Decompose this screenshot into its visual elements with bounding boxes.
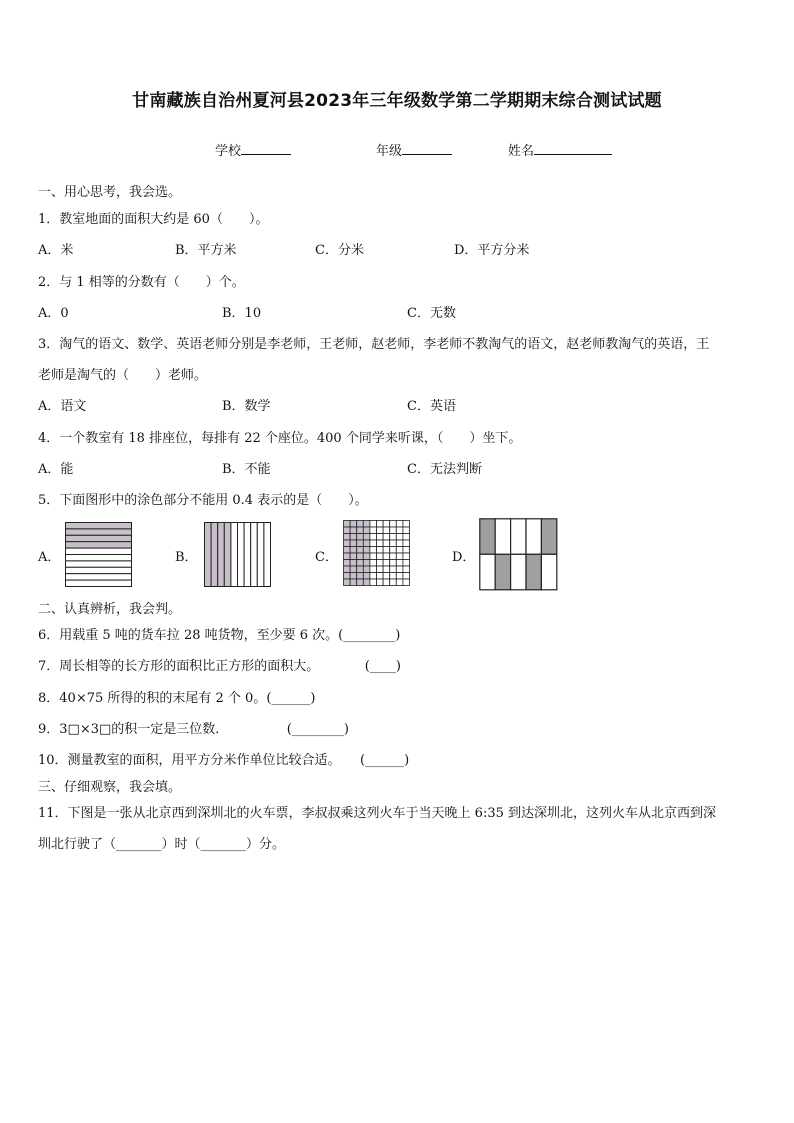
cell-c: [344, 579, 351, 586]
cell-c: [350, 566, 357, 573]
cell-c: [377, 534, 384, 541]
cell-c: [344, 540, 351, 547]
cell-c: [350, 553, 357, 560]
q3-option-c: C．英语: [407, 399, 456, 414]
cell-c: [396, 547, 403, 554]
q3-option-a: A．语文: [38, 399, 87, 414]
cell-c: [363, 547, 370, 554]
cell-c: [344, 566, 351, 573]
cell-c: [377, 527, 384, 534]
cell-d: [495, 519, 510, 555]
cell-c: [383, 521, 390, 528]
strip-a: [66, 574, 132, 580]
cell-c: [370, 573, 377, 580]
cell-c: [390, 579, 397, 586]
cell-c: [344, 521, 351, 528]
cell-c: [344, 560, 351, 567]
cell-c: [396, 579, 403, 586]
strip-a: [66, 548, 132, 554]
question-8: 8．40×75 所得的积的末尾有 2 个 0。(______): [38, 691, 316, 706]
cell-c: [403, 540, 410, 547]
cell-c: [390, 521, 397, 528]
cell-c: [383, 553, 390, 560]
cell-d: [541, 519, 556, 555]
cell-c: [363, 521, 370, 528]
grade-field: [376, 140, 452, 159]
cell-c: [344, 534, 351, 541]
strip-a: [66, 529, 132, 535]
cell-c: [403, 560, 410, 567]
question-6: 6．用载重 5 吨的货车拉 28 吨货物，至少要 6 次。(________): [38, 628, 401, 643]
cell-c: [377, 553, 384, 560]
cell-c: [363, 540, 370, 547]
cell-c: [396, 553, 403, 560]
cell-c: [357, 534, 364, 541]
question-1: 1．教室地面的面积大约是 60（ ）。: [38, 212, 269, 227]
cell-c: [363, 527, 370, 534]
cell-c: [357, 527, 364, 534]
q1-option-d: D．平方分米: [454, 243, 530, 258]
cell-c: [403, 527, 410, 534]
cell-c: [363, 534, 370, 541]
cell-c: [350, 527, 357, 534]
question-3-line-1: 3．淘气的语文、数学、英语老师分别是李老师，王老师，赵老师，李老师不教淘气的语文，赵老师教淘气的英语，王: [38, 337, 710, 352]
fraction-figure-d: [479, 518, 558, 591]
strip-b: [211, 523, 218, 587]
strip-a: [66, 542, 132, 548]
cell-c: [357, 547, 364, 554]
school-blank: [241, 141, 291, 155]
cell-c: [403, 566, 410, 573]
cell-c: [350, 547, 357, 554]
cell-c: [357, 521, 364, 528]
cell-c: [370, 527, 377, 534]
question-9: 9．3□×3□的积一定是三位数． (________): [38, 722, 349, 737]
q1-option-b: B．平方米: [175, 243, 237, 258]
q4-option-c: C．无法判断: [407, 462, 482, 477]
page-title: 甘南藏族自治州夏河县2023年三年级数学第二学期期末综合测试试题: [132, 91, 662, 111]
school-field: [215, 140, 291, 159]
cell-c: [403, 553, 410, 560]
cell-c: [383, 540, 390, 547]
cell-c: [390, 547, 397, 554]
cell-c: [350, 573, 357, 580]
grade-blank: [402, 141, 452, 155]
fraction-figure-a: [65, 522, 132, 588]
cell-c: [344, 553, 351, 560]
cell-d: [541, 554, 556, 590]
cell-c: [383, 527, 390, 534]
q2-option-b: B．10: [222, 306, 262, 321]
cell-c: [383, 560, 390, 567]
cell-c: [377, 521, 384, 528]
cell-c: [363, 566, 370, 573]
strip-b: [264, 523, 271, 587]
cell-c: [377, 566, 384, 573]
section-1-heading: 一、用心思考，我会选。: [38, 185, 182, 200]
cell-c: [396, 566, 403, 573]
cell-d: [526, 519, 541, 555]
question-11-line-1: 11．下图是一张从北京西到深圳北的火车票，李叔叔乘这列火车于当天晚上 6:35 到达深圳北，这列火车从北京西到深: [38, 806, 717, 821]
strip-a: [66, 523, 132, 529]
name-label: 姓名: [508, 144, 535, 159]
cell-c: [403, 547, 410, 554]
name-field: [508, 140, 612, 159]
question-4: 4．一个教室有 18 排座位，每排有 22 个座位。400 个同学来听课，（ ）坐下。: [38, 431, 522, 446]
cell-c: [396, 540, 403, 547]
cell-c: [377, 540, 384, 547]
cell-c: [357, 553, 364, 560]
fraction-figure-b: [204, 522, 271, 588]
cell-c: [344, 547, 351, 554]
cell-c: [344, 573, 351, 580]
strip-b: [257, 523, 264, 587]
cell-c: [390, 553, 397, 560]
cell-c: [377, 547, 384, 554]
cell-c: [390, 534, 397, 541]
cell-c: [396, 521, 403, 528]
cell-c: [363, 573, 370, 580]
q3-option-b: B．数学: [222, 399, 271, 414]
cell-c: [363, 579, 370, 586]
cell-c: [344, 527, 351, 534]
strip-a: [66, 555, 132, 561]
strip-b: [224, 523, 231, 587]
cell-c: [390, 566, 397, 573]
cell-c: [377, 579, 384, 586]
strip-a: [66, 535, 132, 541]
q1-option-a: A．米: [38, 243, 74, 258]
cell-d: [526, 554, 541, 590]
name-blank: [534, 141, 612, 155]
grade-label: 年级: [376, 144, 403, 159]
q2-option-a: A．0: [38, 306, 69, 321]
section-3-heading: 三、仔细观察，我会填。: [38, 780, 182, 795]
cell-c: [363, 560, 370, 567]
cell-c: [403, 573, 410, 580]
strip-a: [66, 561, 132, 567]
question-7: 7．周长相等的长方形的面积比正方形的面积大。 (____): [38, 659, 401, 674]
strip-b: [231, 523, 238, 587]
cell-c: [390, 527, 397, 534]
cell-c: [370, 547, 377, 554]
cell-c: [383, 573, 390, 580]
question-10: 10．测量教室的面积，用平方分米作单位比较合适。 (______): [38, 753, 410, 768]
strip-b: [218, 523, 225, 587]
cell-c: [383, 579, 390, 586]
question-5: 5．下面图形中的涂色部分不能用 0.4 表示的是（ ）。: [38, 493, 368, 508]
strip-b: [205, 523, 212, 587]
q5-option-c: C．: [315, 550, 338, 565]
cell-c: [403, 521, 410, 528]
strip-b: [238, 523, 245, 587]
cell-c: [350, 540, 357, 547]
cell-c: [396, 573, 403, 580]
q5-option-b: B．: [175, 550, 198, 565]
q4-option-a: A．能: [38, 462, 74, 477]
cell-c: [370, 540, 377, 547]
cell-c: [350, 560, 357, 567]
cell-c: [377, 560, 384, 567]
cell-c: [396, 534, 403, 541]
cell-d: [480, 554, 495, 590]
cell-c: [357, 560, 364, 567]
cell-c: [377, 573, 384, 580]
cell-c: [370, 521, 377, 528]
q5-option-d: D．: [452, 550, 476, 565]
fraction-figure-c: [343, 520, 411, 587]
cell-c: [383, 534, 390, 541]
question-3-line-2: 老师是淘气的（ ）老师。: [38, 368, 208, 383]
cell-c: [396, 527, 403, 534]
cell-c: [403, 534, 410, 541]
cell-c: [370, 566, 377, 573]
strip-a: [66, 580, 132, 586]
cell-c: [370, 553, 377, 560]
strip-b: [244, 523, 251, 587]
cell-c: [350, 521, 357, 528]
strip-a: [66, 567, 132, 573]
cell-c: [390, 560, 397, 567]
cell-c: [383, 547, 390, 554]
cell-c: [357, 566, 364, 573]
section-2-heading: 二、认真辨析，我会判。: [38, 602, 182, 617]
cell-c: [370, 560, 377, 567]
question-11-line-2: 圳北行驶了（_______）时（_______）分。: [38, 837, 286, 852]
cell-c: [390, 540, 397, 547]
cell-c: [350, 579, 357, 586]
cell-c: [403, 579, 410, 586]
q2-option-c: C．无数: [407, 306, 456, 321]
cell-c: [357, 540, 364, 547]
cell-c: [357, 573, 364, 580]
cell-c: [350, 534, 357, 541]
cell-d: [511, 554, 526, 590]
strip-b: [251, 523, 258, 587]
cell-c: [363, 553, 370, 560]
question-2: 2．与 1 相等的分数有（ ）个。: [38, 275, 245, 290]
school-label: 学校: [215, 144, 242, 159]
q1-option-c: C．分米: [315, 243, 364, 258]
cell-c: [383, 566, 390, 573]
cell-c: [357, 579, 364, 586]
cell-d: [495, 554, 510, 590]
q4-option-b: B．不能: [222, 462, 271, 477]
q5-option-a: A．: [38, 550, 61, 565]
cell-c: [390, 573, 397, 580]
cell-c: [396, 560, 403, 567]
cell-d: [480, 519, 495, 555]
cell-d: [511, 519, 526, 555]
cell-c: [370, 534, 377, 541]
cell-c: [370, 579, 377, 586]
